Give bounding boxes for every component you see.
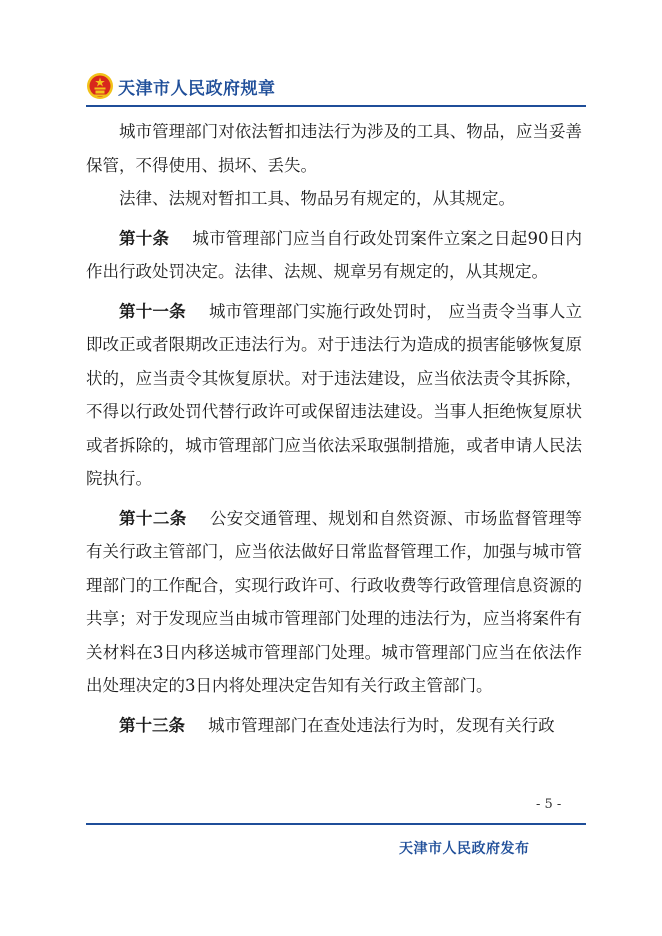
footer-divider	[86, 823, 586, 825]
paragraph-text: 城市管理部门应当自行政处罚案件立案之日起90日内作出行政处罚决定。法律、法规、规章另有规定的，从其规定。	[86, 228, 583, 281]
article-paragraph	[86, 502, 582, 703]
article-heading: 第十二条	[119, 508, 187, 528]
paragraph-text: 公安交通管理、规划和自然资源、市场监督管理等有关行政主管部门，应当依法做好日常监督管理工作，加强与城市管理部门的工作配合，实现行政许可、行政收费等行政管理信息资源的共享；对于发现应当由城市管理部门处理的违法行为，应当将案件有关材料在3日内移送城市管理部门处理。城市管理部门应当在依法作出处理决定的3日内将处理决定告知有关行政主管部门。	[86, 508, 583, 695]
paragraph-text: 城市管理部门对依法暂扣违法行为涉及的工具、物品，应当妥善保管，不得使用、损坏、丢失。	[86, 122, 582, 175]
header-divider	[86, 105, 586, 107]
article-heading: 第十三条	[119, 715, 185, 735]
article-paragraph	[86, 222, 582, 289]
paragraph-text: 城市管理部门在查处违法行为时，发现有关行政	[208, 715, 555, 735]
article-heading: 第十一条	[119, 301, 186, 321]
footer-publisher: 天津市人民政府发布	[399, 841, 530, 857]
page-title: 天津市人民政府规章	[118, 78, 276, 99]
paragraph-text: 法律、法规对暂扣工具、物品另有规定的，从其规定。	[119, 189, 515, 208]
article-paragraph	[86, 295, 582, 496]
article-heading: 第十条	[119, 228, 170, 248]
page-header	[86, 66, 586, 106]
national-emblem-icon	[86, 72, 114, 100]
paragraph	[86, 182, 582, 216]
document-body	[86, 115, 582, 742]
article-paragraph	[86, 709, 582, 743]
paragraph-text: 城市管理部门实施行政处罚时， 应当责令当事人立即改正或者限期改正违法行为。对于违法行为造成的损害能够恢复原状的，应当责令其恢复原状。对于违法建设，应当依法责令其拆除，不得以行政处罚代替行政许可或保留违法建设。当事人拒绝恢复原状或者拆除的，城市管理部门应当依法采取强制措施，或者申请人民法院执行。	[86, 301, 582, 488]
paragraph	[86, 115, 582, 182]
page-number: - 5 -	[536, 797, 562, 812]
